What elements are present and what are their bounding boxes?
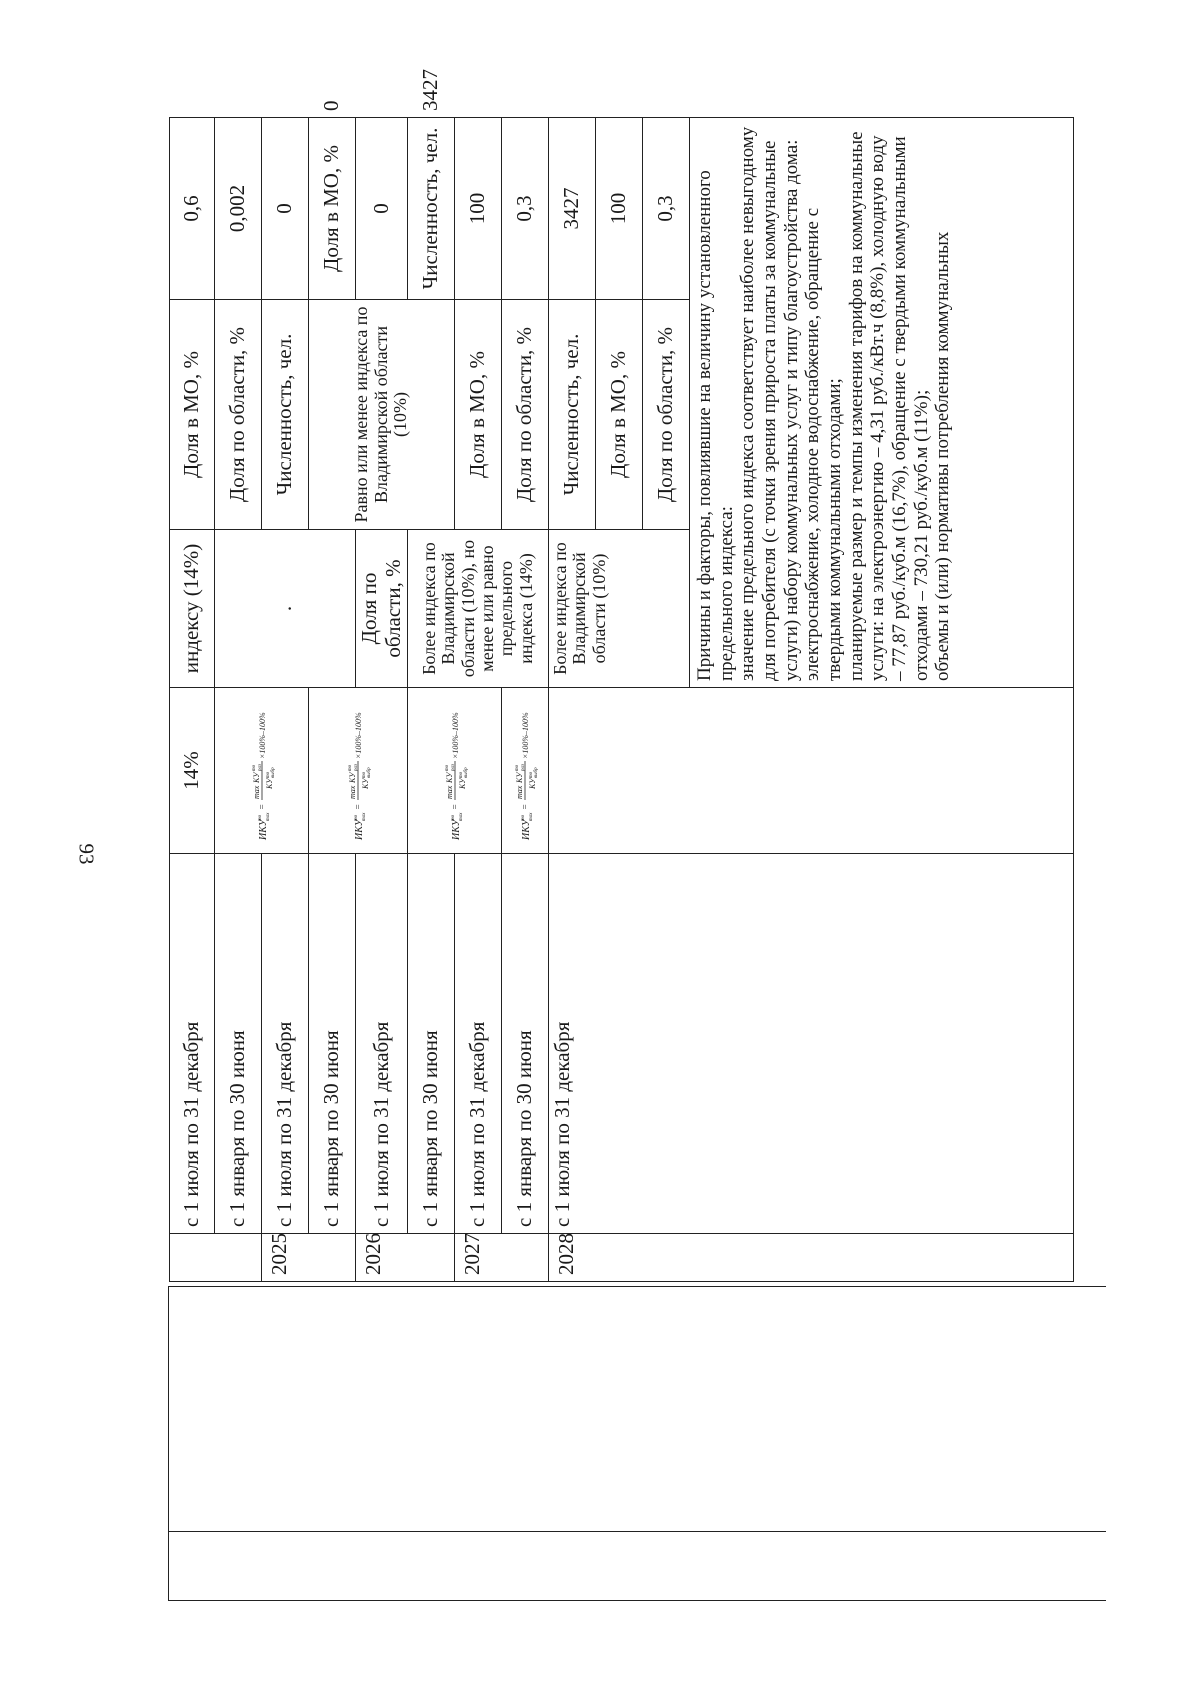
value-cell: 0,002 <box>215 118 262 300</box>
svg-text:КУ: КУ <box>348 772 358 784</box>
table-row <box>170 118 215 1282</box>
value-cell: 0 <box>262 118 309 300</box>
stray-dot: . <box>272 605 297 612</box>
year-cell: 2025 <box>262 1234 356 1282</box>
svg-text:раз: раз <box>521 764 527 772</box>
svg-text:выбр: выбр <box>463 767 469 779</box>
svg-text:mo: mo <box>362 772 368 779</box>
svg-text:max: max <box>458 813 464 822</box>
reasons-paragraph: значение предельного индекса соответствует наиболее невыгодному для потребителя (с точки зрения прироста платы за коммунальные услуги) набору коммунальных услуг и типу благоустройства дома: электроснабжение, холодное водоснабжение, обращение с твердыми коммунальными отходами; <box>737 126 845 681</box>
svg-text:×100%–100%: ×100%–100% <box>450 712 460 760</box>
formula-image <box>442 700 468 842</box>
svg-text:раз: раз <box>450 764 456 772</box>
period-cell: с 1 января по 30 июня <box>215 854 262 1234</box>
indicator-cell: Доля в МО, % <box>455 300 502 530</box>
svg-text:выбр: выбр <box>367 767 373 779</box>
svg-text:КУ: КУ <box>361 778 371 790</box>
criterion-cell: Более индекса по Владимирской области (10%), но менее или равно предельного индекса (14%) <box>408 530 549 688</box>
svg-text:max: max <box>251 786 261 800</box>
svg-text:mo: mo <box>348 765 354 772</box>
value-cell: 0,6 <box>170 118 215 300</box>
svg-text:max: max <box>515 786 525 800</box>
table-row: с 1 января по 30 июня ИКУ mo max = max КУ mo раз КУ mo выбр ×100%–100% Равно или менее индекса по Владимирской области (10%) Доля в МО, % 0 <box>309 118 356 1282</box>
svg-text:max: max <box>348 786 358 800</box>
svg-text:×100%–100%: ×100%–100% <box>354 712 364 760</box>
period-cell: с 1 января по 30 июня <box>309 854 356 1234</box>
svg-text:mo: mo <box>265 772 271 779</box>
svg-text:mo: mo <box>354 815 360 822</box>
frame-divider <box>169 1531 1106 1532</box>
svg-text:ИКУ: ИКУ <box>354 820 366 841</box>
svg-text:=: = <box>520 804 531 811</box>
svg-text:ИКУ: ИКУ <box>521 820 533 841</box>
value-cell: 0 <box>356 118 408 300</box>
index-table <box>169 69 1074 1282</box>
svg-text:=: = <box>449 804 460 811</box>
criterion-cell: индексу (14%) <box>170 530 215 688</box>
svg-text:=: = <box>353 804 364 811</box>
page-frame <box>168 1286 1106 1601</box>
value-cell: 100 <box>455 118 502 300</box>
formula-cell <box>215 688 309 854</box>
indicator-cell: Доля по области, % <box>356 530 408 688</box>
rotated-table-wrapper <box>169 69 1106 1282</box>
svg-text:выбр: выбр <box>270 767 276 779</box>
svg-text:mo: mo <box>257 815 263 822</box>
table-row <box>502 118 549 1282</box>
svg-text:ИКУ: ИКУ <box>450 820 462 841</box>
reasons-paragraph: объемы и (или) нормативы потребления коммунальных <box>932 231 954 681</box>
formula-image <box>345 700 371 842</box>
svg-text:КУ: КУ <box>251 772 261 784</box>
table-row <box>549 118 596 1282</box>
svg-text:КУ: КУ <box>515 772 525 784</box>
index-cell: 14% <box>170 688 215 854</box>
svg-text:mo: mo <box>458 772 464 779</box>
indicator-cell: Доля по области, % <box>215 300 262 530</box>
value-cell: 0,3 <box>643 118 690 300</box>
year-cell: 2026 <box>356 1234 455 1282</box>
svg-text:mo: mo <box>529 772 535 779</box>
svg-text:КУ: КУ <box>457 778 467 790</box>
svg-text:раз: раз <box>257 764 263 772</box>
page-number: 93 <box>74 843 99 865</box>
indicator-cell: Численность, чел. <box>262 300 309 530</box>
svg-text:=: = <box>256 804 267 811</box>
criterion-cell <box>215 530 356 688</box>
year-cell: 2027 <box>455 1234 549 1282</box>
reasons-paragraph: Причины и факторы, повлиявшие на величину установленного предельного индекса: <box>694 170 737 681</box>
svg-text:mo: mo <box>521 815 527 822</box>
period-cell: с 1 января по 30 июня <box>502 854 549 1234</box>
period-cell: с 1 июля по 31 декабря <box>356 854 408 1234</box>
table-row: с 1 января по 30 июня ИКУ mo max = max КУ mo раз КУ mo выбр ×100%–100% Более индекса по Владимирской области (10%), но менее или равно предельного индекса (14%) Численность, чел. 3427 <box>408 118 455 1282</box>
svg-text:КУ: КУ <box>264 778 274 790</box>
svg-text:mo: mo <box>515 765 521 772</box>
year-cell <box>170 1234 262 1282</box>
indicator-cell: Доля в МО, % <box>596 300 643 530</box>
value-cell: 0,3 <box>502 118 549 300</box>
year-cell: 2028 <box>549 1234 1074 1282</box>
criterion-cell: Равно или менее индекса по Владимирской области (10%) <box>309 300 455 530</box>
svg-text:ИКУ: ИКУ <box>257 820 269 841</box>
svg-text:КУ: КУ <box>444 772 454 784</box>
svg-text:×100%–100%: ×100%–100% <box>257 712 267 760</box>
formula-cell <box>309 688 408 854</box>
period-cell: с 1 июля по 31 декабря <box>262 854 309 1234</box>
svg-text:max: max <box>444 786 454 800</box>
reasons-paragraph: планируемые размер и темпы изменения тарифов на коммунальные услуги: на электроэнергию – 4,31 руб./кВт.ч (8,8%), холодную воду – 77,87 руб./куб.м (16,7%), обращение с твердыми коммунальными отходами – 730,21 руб./куб.м (11%); <box>845 131 932 681</box>
indicator-cell: Доля по области, % <box>643 300 690 530</box>
svg-text:mo: mo <box>444 765 450 772</box>
period-cell: с 1 июля по 31 декабря <box>549 854 1074 1234</box>
table-row <box>215 118 262 1282</box>
value-cell: 100 <box>596 118 643 300</box>
reasons-cell <box>690 118 1074 688</box>
formula-image <box>512 700 538 842</box>
indicator-cell: Численность, чел. <box>408 118 455 300</box>
svg-text:max: max <box>265 813 271 822</box>
svg-text:max: max <box>362 813 368 822</box>
formula-cell <box>502 688 549 854</box>
criterion-cell: Более индекса по Владимирской области (10%) <box>549 530 690 688</box>
svg-text:×100%–100%: ×100%–100% <box>521 712 531 760</box>
period-cell: с 1 июля по 31 декабря <box>170 854 215 1234</box>
indicator-cell: Доля по области, % <box>502 300 549 530</box>
value-cell: 3427 <box>549 118 596 300</box>
svg-text:КУ: КУ <box>528 778 538 790</box>
formula-cell <box>408 688 502 854</box>
svg-text:mo: mo <box>450 815 456 822</box>
svg-text:mo: mo <box>251 765 257 772</box>
indicator-cell: Доля в МО, % <box>309 118 356 300</box>
indicator-cell: Доля в МО, % <box>170 300 215 530</box>
svg-text:max: max <box>529 813 535 822</box>
formula-cell-empty <box>549 688 1074 854</box>
period-cell: с 1 января по 30 июня <box>408 854 455 1234</box>
svg-text:раз: раз <box>354 764 360 772</box>
indicator-cell: Численность, чел. <box>549 300 596 530</box>
svg-text:выбр: выбр <box>534 767 540 779</box>
formula-image <box>249 700 275 842</box>
period-cell: с 1 июля по 31 декабря <box>455 854 502 1234</box>
